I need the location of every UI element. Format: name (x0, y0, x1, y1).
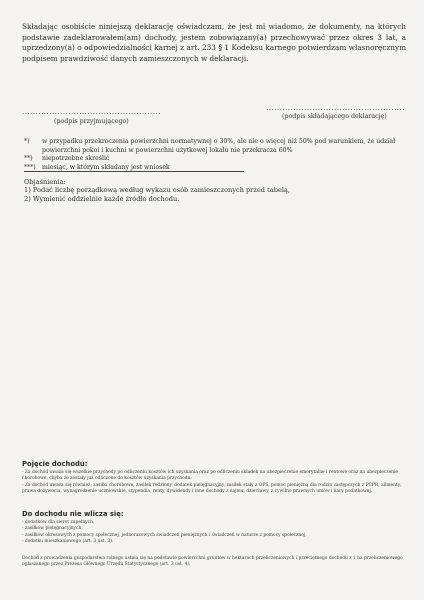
not-included-list (22, 520, 410, 546)
declarant-signature-caption: (podpis składającego deklarację) (282, 113, 387, 120)
receiver-signature-caption: (podpis przyjmującego) (54, 118, 129, 125)
list-item: - zasiłków okresowych z pomocy społecznej, jednorazowych świadczeń pieniężnych i świadczeń w naturze z pomocy społecznej, (22, 532, 307, 538)
declarant-signature-line: ................................................... (266, 104, 405, 112)
list-item: - dodatku mieszkaniowego (art. 3 ust. 3). (22, 539, 114, 545)
explanation-item: 2) Wymienić oddzielnie każde źródło dochodu. (24, 194, 180, 203)
footnote-area (24, 138, 404, 172)
footnote-item (24, 155, 404, 164)
farm-income-note: Dochód z prowadzenia gospodarstwa rolnego ustala się na podstawie powierzchni gruntów w hektarach przeliczeniowych i przeciętnego dochodu z 1 ha przeliczeniowego ogłaszanego przez Prezesa Głównego Urzędu Statystycznego (art. 3 ust. 4). (22, 555, 403, 568)
income-concept-title: Pojęcie dochodu: (22, 460, 88, 468)
list-item: - dodatków dla sierot zupełnych, (22, 520, 95, 525)
list-item: - zasiłków pielęgnacyjnych, (22, 526, 83, 532)
receiver-signature-line: ................................................... (22, 108, 161, 116)
explanations-section (24, 178, 404, 203)
declaration-statement: Składając osobiście niniejszą deklarację oświadczam, że jest mi wiadomo, że dokumenty, na których podstawie zadeklarowałem(am) dochody, jestem zobowiązany(a) przechowywać przez okres 3 lat, a uprzedzony(a) o odpowiedzialności karnej z art. 233 § 1 Kodeksu karnego potwierdzam własnoręcznym podpisem prawdziwość danych zamieszczonych w deklaracji. (22, 22, 406, 63)
income-concept-paragraph: - Za dochód uważa się również: zasiłki chorobowe, zasiłek rodzinny, dodatek pielęgnacyjny, zasiłek stały z OPS, pomoc pieniężną dla rodzin zastępczych z PCPR, alimenty, prawa dożywocia, wynagrodzenie uczniowskie, stypendia, renty, dywidendy i inne dochody z najmu, dzierżawy, z cywilno prawnych umów i kary podatkowej. (22, 482, 402, 495)
not-included-section (22, 510, 410, 568)
income-concept-paragraph: - Za dochód uważa się wszelkie przychody po odliczeniu kosztów ich uzyskania oraz po odliczeniu składek na ubezpieczenie emerytalne i rentowe oraz na ubezpieczenie chorobowe, chyba że zostały już odliczone do kosztów uzyskania przychodu. (22, 470, 399, 482)
footnote-text: miesiąc, w którym składany jest wniosek (42, 163, 170, 171)
not-included-title: Do dochodu nie wlicza się: (22, 510, 124, 518)
footnote-mark: ***) (24, 163, 36, 171)
footnote-mark: *) (24, 138, 30, 145)
footnote-text: w przypadku przekroczenia powierzchni normatywnej o 30%, ale nie o więcej niż 50% pod warunkiem, że udział powierzchni pokoi i kuchni w powierzchni użytkowej lokalu nie przekracza 60% (42, 138, 396, 154)
footnote-mark: **) (24, 155, 33, 162)
income-concept-section (22, 460, 410, 496)
explanations-title: Objaśnienia: (24, 178, 66, 186)
footnote-divider (24, 171, 244, 172)
footnote-text: niepotrzebne skreślić (42, 155, 110, 162)
explanation-item: 1) Podać liczbę porządkową według wykazu osób zamieszczonych przed tabelą, (24, 186, 290, 195)
footnote-item (24, 138, 404, 155)
